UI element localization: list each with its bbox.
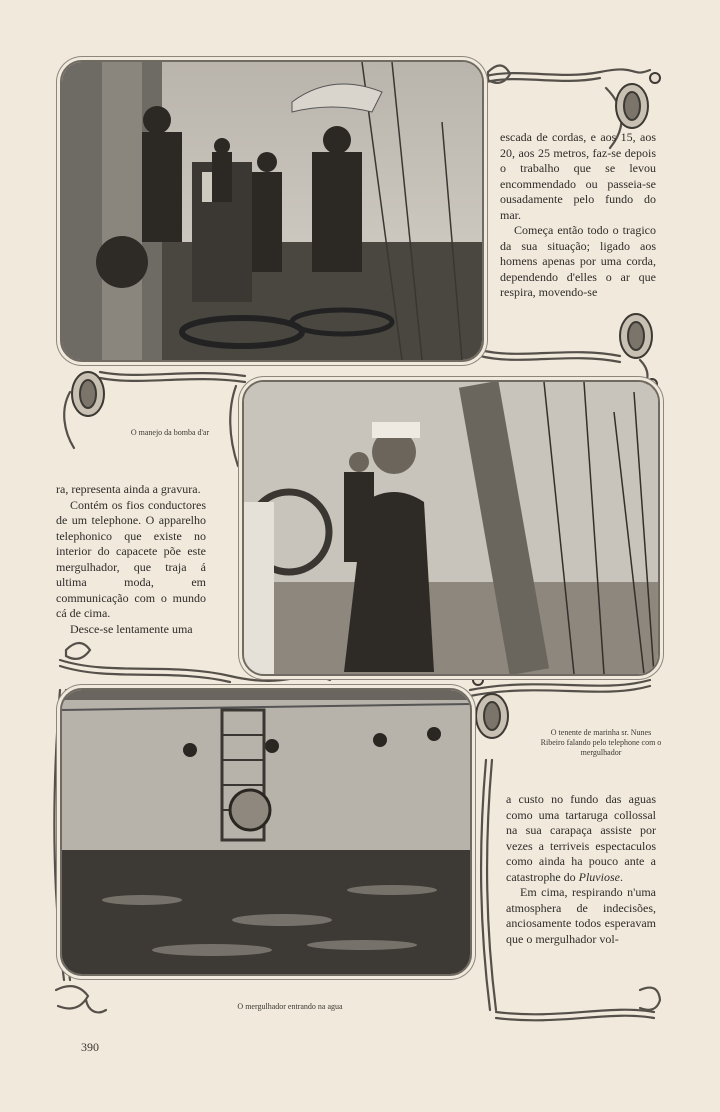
text-left-column: [56, 482, 206, 637]
text-left-para-1: ra, representa ainda a gravura.: [56, 482, 201, 496]
text-left-para-3: Desce-se lentamente uma: [70, 621, 193, 636]
text-top-right-para-1: escada de cordas, e aos 15, aos 20, aos 25 metros, faz-se depois o trabalho que se levou encommendado ou passeia-se ousadamente pelo fundo do mar.: [500, 130, 656, 222]
caption-diver: O mergulhador entrando na agua: [237, 1002, 343, 1011]
text-top-right: [500, 130, 656, 301]
photo-air-pump: [60, 60, 484, 362]
photo-officer-telephone: [242, 380, 660, 676]
caption-officer: O tenente de marinha sr. Nunes Ribeiro falando pelo telephone com o mergulhador: [540, 728, 662, 757]
text-bottom-right-sentence: a custo no fundo das aguas como uma tartaruga collossal na sua carapaça assiste por vezes a terriveis espectaculos como ainda ha pouco ante a catastrophe do: [506, 792, 656, 884]
photo-diver-entering-water: [60, 688, 472, 976]
ship-name-pluviose: Pluviose: [578, 869, 620, 884]
text-bottom-right-para-2: Em cima, respirando n'uma atmosphera de indecisões, anciosamente todos esperavam que o mergulhador vol-: [506, 885, 656, 946]
officer-photo-image: [244, 382, 658, 674]
diver-photo-image: [62, 690, 470, 974]
caption-air-pump: O manejo da bomba d'ar: [130, 428, 210, 437]
text-bottom-right-para-1: a custo no fundo das aguas como uma tartaruga collossal na sua carapaça assiste por vezes a terriveis espectaculos como ainda ha pouco ante a catastrophe do Pluviose.: [506, 792, 656, 884]
page-number: 390: [81, 1040, 99, 1054]
text-top-right-para-2: Começa então todo o tragico da sua situação; ligado aos homens apenas por uma corda, dependendo d'elles o ar que respira, movendo-se: [500, 223, 656, 299]
text-left-para-2: Contém os fios conductores de um telephone. O apparelho telephonico que existe no interior do capacete põe este mergulhador, que traja á ultima moda, em communicação com o mundo cá de cima.: [56, 497, 206, 620]
text-bottom-right: [506, 792, 656, 947]
air-pump-photo-image: [62, 62, 482, 360]
